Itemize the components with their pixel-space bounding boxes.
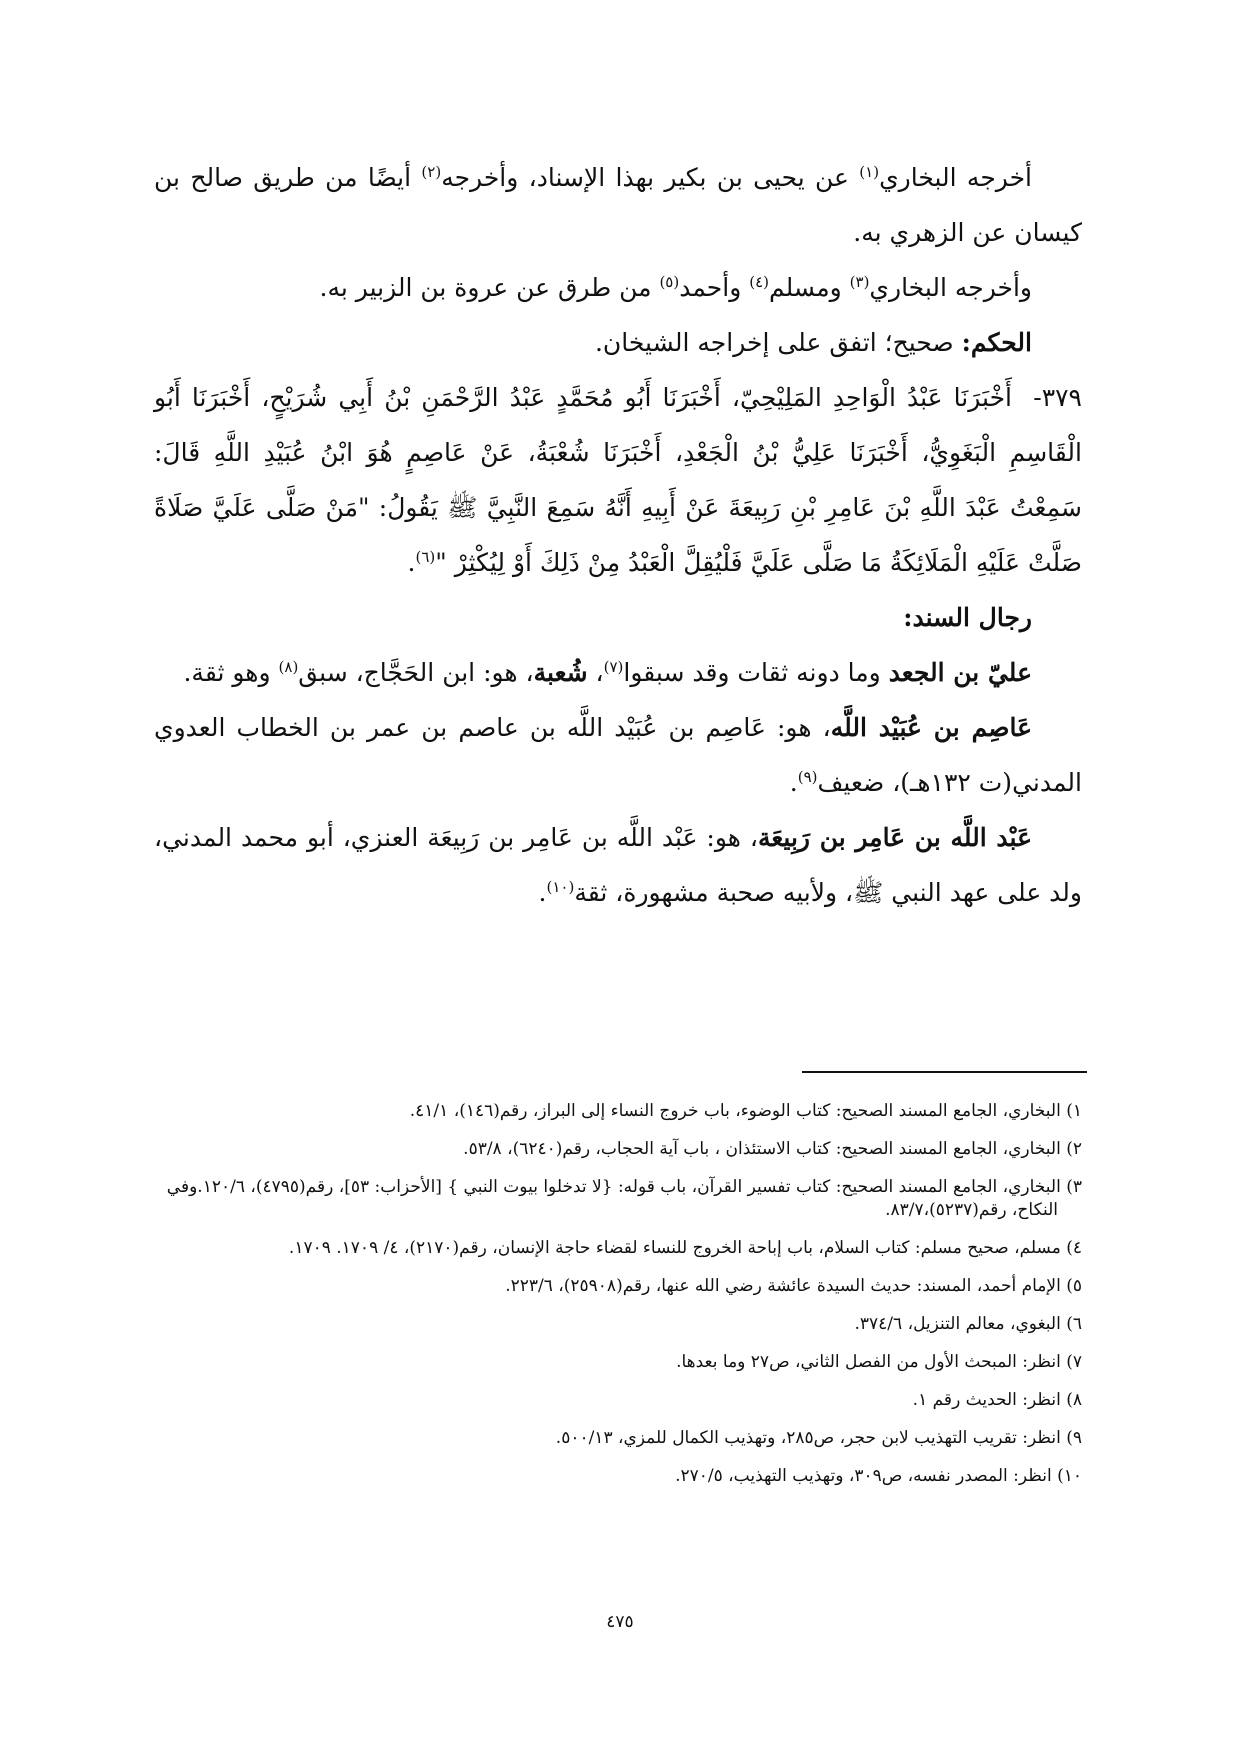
footnote-2: ٢) البخاري، الجامع المسند الصحيح: كتاب الاستئذان ، باب آية الحجاب، رقم(٦٢٤٠)، ٥٣/٨. [463, 1139, 1082, 1159]
text-run: . [538, 878, 547, 907]
section-heading: رجال السند: [903, 603, 1032, 632]
paragraph-narrator-1 [154, 645, 1082, 700]
text-run: ، هو: عَاصِم بن عُبَيْد اللَّه بن عاصم بن عمر بن الخطاب العدوي المدني(ت ١٣٢هـ)، ضعيف [154, 713, 1082, 797]
paragraph-narrator-2 [154, 700, 1082, 810]
footnotes-section [154, 1100, 1082, 1503]
paragraph-takhrij-2 [154, 260, 1082, 315]
narrator-name: عَاصِم بن عُبَيْد اللَّه [830, 713, 1032, 742]
text-run: ومسلم [769, 273, 850, 302]
footnote-ref[interactable]: (٣) [849, 273, 870, 291]
footnote-ref[interactable]: (٧) [603, 658, 624, 676]
text-run: عن يحيى بن بكير بهذا الإسناد، وأخرجه [441, 163, 860, 192]
page-number: ٤٧٥ [606, 1612, 634, 1632]
hadith-paragraph [154, 370, 1082, 590]
footnote-4: ٤) مسلم، صحيح مسلم: كتاب السلام، باب إباحة الخروج للنساء لقضاء حاجة الإنسان، رقم(٢١٧٠)، ٤/ ١٧٠٩. ١٧٠٩. [288, 1238, 1082, 1258]
footnote-6: ٦) البغوي، معالم التنزيل، ٣٧٤/٦. [854, 1314, 1082, 1334]
narrator-name: شُعبة [533, 658, 588, 687]
narrator-name: عَبْد اللَّه بن عَامِر بن رَبِيعَة [757, 823, 1032, 852]
text-run: وأخرجه البخاري [869, 273, 1032, 302]
text-run: ، [587, 658, 604, 687]
footnote-1: ١) البخاري، الجامع المسند الصحيح: كتاب الوضوء، باب خروج النساء إلى البراز، رقم(١٤٦)، ٤١/١. [409, 1101, 1082, 1121]
hadith-text: أَخْبَرَنَا عَبْدُ الْوَاحِدِ المَلِيْحِيّ، أَخْبَرَنَا أَبُو مُحَمَّدٍ عَبْدُ الرَّحْمَنِ بْنُ أَبِي شُرَيْحٍ، أَخْبَرَنَا أَبُو الْقَاسِمِ الْبَغَوِيُّ، أَخْبَرَنَا عَلِيُّ بْنُ الْجَعْدِ، أَخْبَرَنَا شُعْبَةُ، عَنْ عَاصِمٍ هُوَ ابْنُ عُبَيْدِ اللَّهِ قَالَ: سَمِعْتُ عَبْدَ اللَّهِ بْنَ عَامِرِ بْنِ رَبِيعَةَ عَنْ أَبِيهِ أَنَّهُ سَمِعَ النَّبِيَّ ﷺ يَقُولُ: "مَنْ صَلَّى عَلَيَّ صَلَاةً صَلَّتْ عَلَيْهِ الْمَلَائِكَةُ مَا صَلَّى عَلَيَّ فَلْيُقِلَّ الْعَبْدُ مِنْ ذَلِكَ أَوْ لِيُكْثِرْ " [154, 383, 1082, 577]
footnote-separator [802, 1071, 1087, 1073]
text-run: أيضًا من طريق صالح بن كيسان عن الزهري به. [154, 163, 1082, 247]
text-run: ، هو: عَبْد اللَّه بن عَامِر بن رَبِيعَة العنزي، أبو محمد المدني، ولد على عهد النبي ﷺ، ولأبيه صحبة مشهورة، ثقة [154, 823, 1082, 907]
text-run: أخرجه البخاري [879, 163, 1032, 192]
paragraph-narrator-3 [154, 810, 1082, 920]
footnote-ref[interactable]: (٩) [797, 768, 818, 786]
narrators-heading [154, 590, 1082, 645]
footnote-7: ٧) انظر: المبحث الأول من الفصل الثاني، ص٢٧ وما بعدها. [676, 1352, 1082, 1372]
text-run: . [789, 768, 798, 797]
narrator-name: عليّ بن الجعد [888, 658, 1032, 687]
footnote-ref[interactable]: (٤) [749, 273, 769, 291]
paragraph-ruling [154, 315, 1082, 370]
footnote-3: ٣) البخاري، الجامع المسند الصحيح: كتاب تفسير القرآن، باب قوله: {لا تدخلوا بيوت النبي } [الأحزاب: ٥٣]، رقم(٤٧٩٥)، ١٢٠/٦.وفي النكاح، رقم(٥٢٣٧)،٨٣/٧. [166, 1177, 1082, 1220]
footnote-ref[interactable]: (٢) [421, 163, 442, 181]
footnote-ref[interactable]: (٥) [659, 273, 680, 291]
ruling-text: صحيح؛ اتفق على إخراجه الشيخان. [594, 328, 962, 357]
main-text [154, 150, 1082, 920]
ruling-label: الحكم: [961, 328, 1032, 357]
footnote-10: ١٠) انظر: المصدر نفسه، ص٣٠٩، وتهذيب التهذيب، ٢٧٠/٥. [675, 1466, 1082, 1486]
text-run: وما دونه ثقات وقد سبقوا [623, 658, 889, 687]
text-run: . [407, 548, 416, 577]
text-run: ، هو: ابن الحَجَّاج، سبق [298, 658, 534, 687]
hadith-number: ٣٧٩- [1033, 383, 1082, 412]
paragraph-takhrij-1 [154, 150, 1082, 260]
footnote-9: ٩) انظر: تقريب التهذيب لابن حجر، ص٢٨٥، وتهذيب الكمال للمزي، ٥٠٠/١٣. [555, 1428, 1082, 1448]
footnote-ref[interactable]: (٦) [415, 548, 436, 566]
footnote-ref[interactable]: (١٠) [546, 878, 575, 896]
footnote-ref[interactable]: (٨) [278, 658, 299, 676]
footnote-8: ٨) انظر: الحديث رقم ١. [912, 1390, 1082, 1410]
text-run: وهو ثقة. [183, 658, 279, 687]
text-run: من طرق عن عروة بن الزبير به. [319, 273, 660, 302]
text-run: وأحمد [679, 273, 750, 302]
footnote-5: ٥) الإمام أحمد، المسند: حديث السيدة عائشة رضي الله عنها، رقم(٢٥٩٠٨)، ٢٢٣/٦. [505, 1276, 1082, 1296]
footnote-ref[interactable]: (١) [859, 163, 880, 181]
